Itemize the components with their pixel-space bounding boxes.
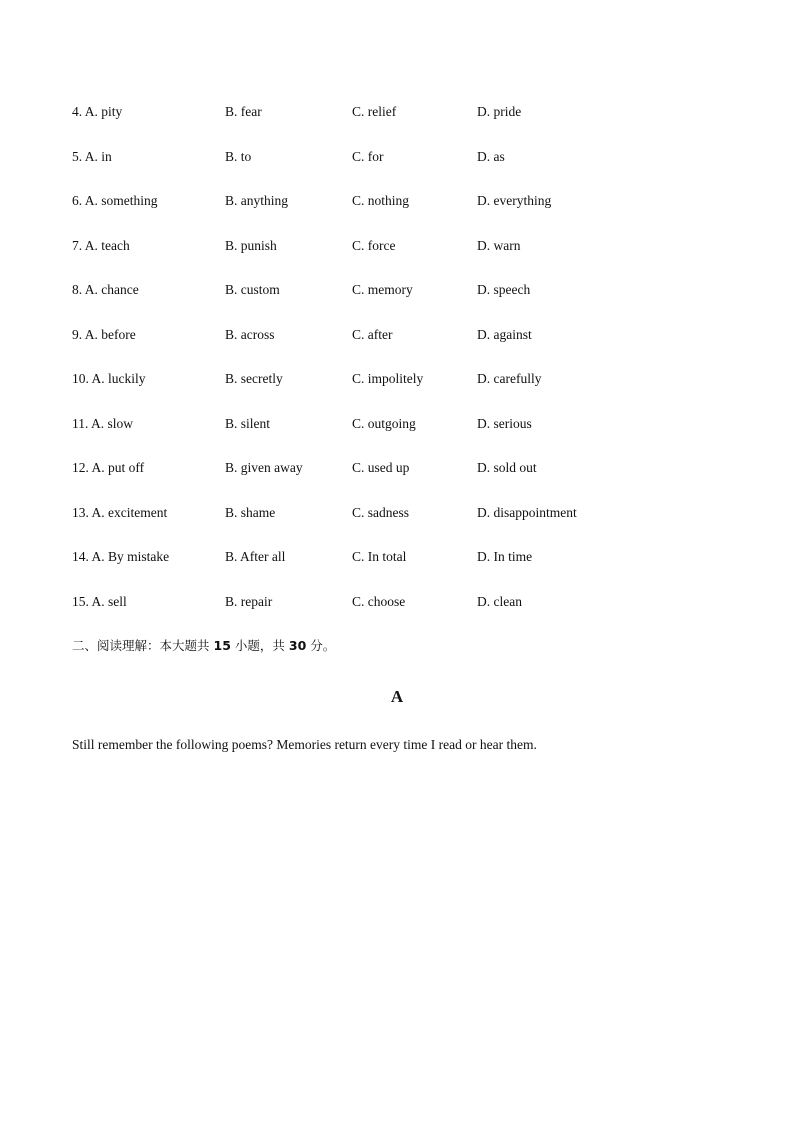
option-c: C. sadness [352, 504, 409, 520]
option-a: 12. A. put off [72, 460, 145, 475]
question-row [72, 280, 712, 325]
question-row [72, 191, 712, 236]
option-c: C. force [352, 237, 396, 253]
option-b: B. repair [225, 593, 273, 609]
option-d: D. clean [477, 593, 522, 609]
passage-title: A [390, 687, 404, 706]
option-d: D. warn [477, 237, 521, 253]
option-b: B. secretly [225, 371, 283, 386]
option-c: C. relief [352, 104, 397, 119]
option-d: D. sold out [477, 460, 537, 475]
option-b: B. anything [225, 193, 288, 208]
passage-intro: Still remember the following poems? Memories return every time I read or hear them. [72, 737, 537, 752]
section-heading [72, 636, 335, 656]
option-c: C. after [352, 326, 393, 342]
option-a: 13. A. excitement [72, 504, 168, 520]
option-d: D. serious [477, 415, 532, 431]
option-a: 10. A. luckily [72, 371, 146, 386]
option-a: 11. A. slow [72, 415, 134, 431]
option-c: C. choose [352, 593, 406, 609]
question-row [72, 547, 712, 592]
section-heading-suffix: 分。 [310, 638, 336, 653]
option-a: 4. A. pity [72, 104, 123, 119]
option-d: D. In time [477, 549, 533, 564]
question-row [72, 414, 712, 459]
option-a: 7. A. teach [72, 237, 130, 253]
question-row [72, 236, 712, 281]
option-b: B. to [225, 148, 252, 164]
option-d: D. carefully [477, 371, 542, 386]
option-d: D. against [477, 326, 532, 342]
option-c: C. outgoing [352, 415, 416, 431]
option-b: B. fear [225, 104, 262, 119]
option-b: B. shame [225, 504, 276, 520]
option-c: C. memory [352, 282, 413, 297]
option-c: C. nothing [352, 193, 410, 208]
option-b: B. across [225, 326, 275, 342]
section-question-count: 15 [213, 638, 231, 653]
option-a: 15. A. sell [72, 593, 127, 609]
question-row [72, 102, 712, 147]
cloze-options-list [72, 102, 712, 636]
option-c: C. for [352, 148, 384, 164]
question-row [72, 458, 712, 503]
option-d: D. speech [477, 282, 531, 297]
question-row [72, 147, 712, 192]
option-d: D. pride [477, 104, 522, 119]
option-c: C. In total [352, 549, 407, 564]
question-row [72, 592, 712, 637]
question-row [72, 325, 712, 370]
section-heading-mid: 小题，共 [234, 638, 285, 653]
question-row [72, 369, 712, 414]
option-b: B. silent [225, 415, 271, 431]
option-c: C. impolitely [352, 371, 424, 386]
option-d: D. as [477, 148, 505, 164]
option-a: 5. A. in [72, 148, 112, 164]
option-d: D. disappointment [477, 504, 577, 520]
section-total-score: 30 [288, 638, 307, 653]
option-a: 8. A. chance [72, 282, 139, 297]
option-a: 6. A. something [72, 193, 158, 208]
option-b: B. punish [225, 237, 277, 253]
question-row [72, 503, 712, 548]
option-c: C. used up [352, 460, 410, 475]
option-b: B. custom [225, 282, 280, 297]
option-d: D. everything [477, 193, 552, 208]
section-heading-prefix: 二、阅读理解：本大题共 [72, 638, 210, 653]
option-b: B. given away [225, 460, 303, 475]
option-a: 9. A. before [72, 326, 136, 342]
option-b: B. After all [225, 549, 286, 564]
option-a: 14. A. By mistake [72, 549, 170, 564]
